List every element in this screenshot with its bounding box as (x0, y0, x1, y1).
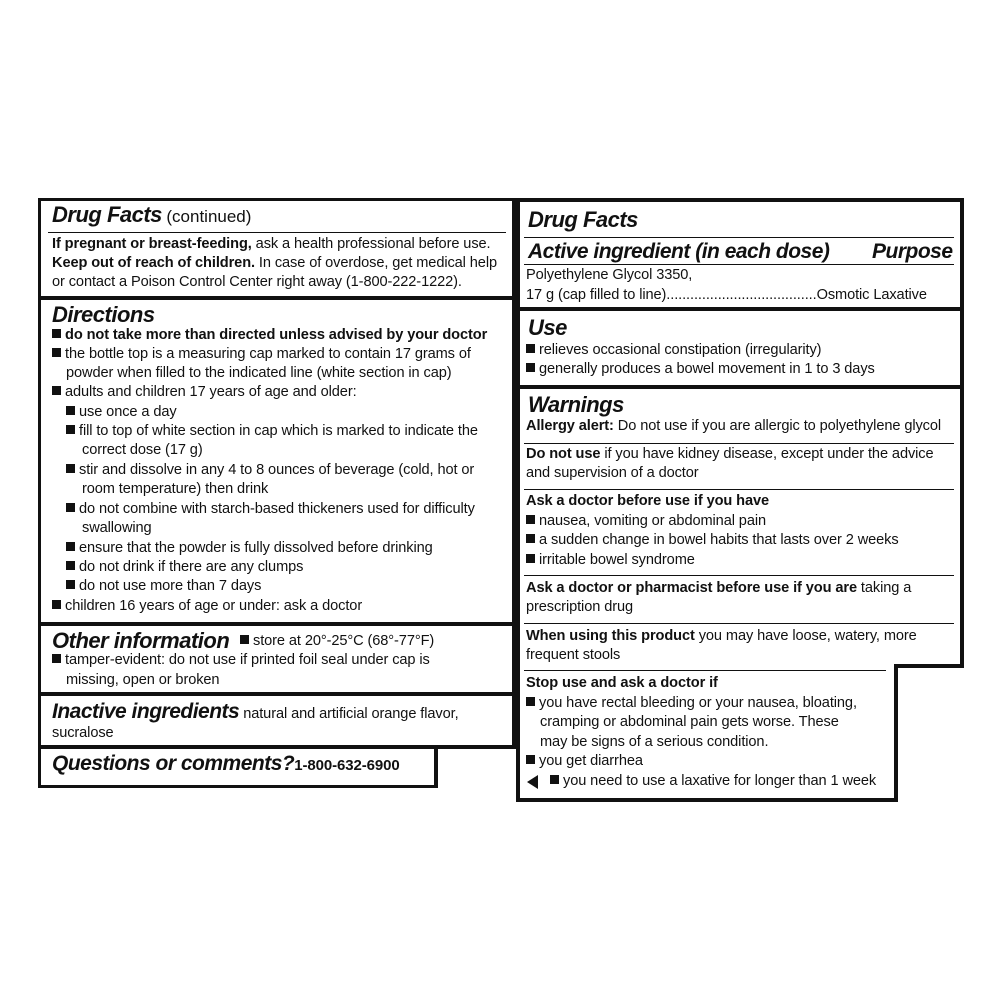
directions-text: ensure that the powder is fully dissolved before drinking (79, 540, 433, 556)
bullet-square-icon (66, 464, 75, 473)
questions-row (52, 752, 400, 776)
other-tamper (52, 651, 430, 671)
when-using (526, 627, 917, 647)
bullet-square-icon (526, 344, 535, 353)
directions-text: fill to top of white section in cap which is marked to indicate the (79, 423, 478, 439)
directions-text: do not take more than directed unless advised by your doctor (65, 327, 488, 343)
bullet-square-icon (52, 386, 61, 395)
stop-use-item (526, 694, 857, 714)
bullet-square-icon (52, 329, 61, 338)
panel-bottom-edge (38, 785, 438, 788)
bullet-square-icon (526, 697, 535, 706)
ask-doctor-item (526, 551, 695, 571)
directions-item: powder when filled to the indicated line (white section in cap) (66, 365, 452, 381)
ask-doctor-title: Ask a doctor before use if you have (526, 493, 770, 509)
questions-title: Questions or comments? (52, 752, 295, 775)
notch-edge (894, 664, 964, 668)
stop-use-item (526, 752, 643, 772)
pregnant-bold: If pregnant or breast-feeding, (52, 236, 252, 252)
active-ingredient-title: Active ingredient (in each dose) (528, 240, 830, 263)
stop-use-text: you have rectal bleeding or your nausea, bloating, (539, 695, 857, 711)
ask-doctor-text: a sudden change in bowel habits that lasts over 2 weeks (539, 532, 899, 548)
panel-notch (438, 749, 516, 791)
use-text: generally produces a bowel movement in 1 to 3 days (539, 361, 875, 377)
notch-edge (434, 749, 438, 788)
left-header-title: Drug Facts (52, 202, 162, 227)
ingredient-dose: 17 g (cap filled to line) (526, 287, 667, 303)
leader-dots: ...................................... (666, 287, 817, 303)
directions-text: stir and dissolve in any 4 to 8 ounces of beverage (cold, hot or (79, 462, 475, 478)
directions-item: room temperature) then drink (82, 481, 269, 497)
bullet-square-icon (66, 580, 75, 589)
bullet-square-icon (52, 654, 61, 663)
other-store-text: store at 20°-25°C (68°-77°F) (253, 633, 435, 649)
directions-item (66, 422, 478, 442)
bullet-square-icon (52, 600, 61, 609)
keep-out-line2: or contact a Poison Control Center right away (1-800-222-1222). (52, 274, 462, 290)
other-tamper-line2: missing, open or broken (66, 672, 220, 688)
bullet-square-icon (526, 363, 535, 372)
bullet-square-icon (66, 561, 75, 570)
directions-item (66, 539, 433, 559)
bullet-square-icon (240, 635, 249, 644)
active-rule (524, 264, 954, 265)
left-arrow-icon (527, 775, 538, 789)
stop-use-item: may be signs of a serious condition. (540, 734, 769, 750)
directions-text: do not drink if there are any clumps (79, 559, 304, 575)
directions-item: swallowing (82, 520, 152, 536)
warning-rule (524, 575, 954, 576)
inactive-line2: sucralose (52, 725, 114, 741)
use-item (526, 341, 821, 361)
when-text: you may have loose, watery, more (694, 628, 917, 644)
ingredient-line1: Polyethylene Glycol 3350, (526, 267, 693, 283)
section-divider (516, 385, 964, 389)
section-divider (38, 296, 516, 300)
questions-phone: 1-800-632-6900 (294, 757, 400, 774)
use-title: Use (528, 315, 567, 340)
ask-doctor-item (526, 531, 899, 551)
pregnant-warning (52, 235, 491, 255)
do-not-use (526, 445, 934, 465)
bullet-square-icon (526, 755, 535, 764)
warnings-title: Warnings (528, 392, 624, 417)
bullet-square-icon (52, 348, 61, 357)
keep-bold: Keep out of reach of children. (52, 255, 255, 271)
ask-pharmacist-line2: prescription drug (526, 599, 633, 615)
left-header (52, 202, 251, 228)
use-text: relieves occasional constipation (irregularity) (539, 342, 822, 358)
bullet-square-icon (550, 775, 559, 784)
bullet-square-icon (526, 515, 535, 524)
allergy-text: Do not use if you are allergic to polyethylene glycol (613, 418, 942, 434)
bullet-square-icon (526, 534, 535, 543)
when-bold: When using this product (526, 628, 695, 644)
directions-item (66, 403, 177, 423)
directions-text: the bottle top is a measuring cap marked to contain 17 grams of (65, 346, 471, 362)
directions-text: do not use more than 7 days (79, 578, 262, 594)
bullet-square-icon (66, 503, 75, 512)
directions-item: correct dose (17 g) (82, 442, 203, 458)
warning-rule (524, 670, 886, 671)
bullet-square-icon (66, 425, 75, 434)
header-rule (524, 237, 954, 238)
directions-item (52, 345, 471, 365)
notch-edge (894, 664, 898, 802)
other-store (240, 632, 434, 652)
ask-doctor-text: nausea, vomiting or abdominal pain (539, 513, 767, 529)
allergy-bold: Allergy alert: (526, 418, 614, 434)
left-header-continued: (continued) (166, 207, 252, 226)
directions-title: Directions (52, 302, 155, 327)
pregnant-text: ask a health professional before use. (251, 236, 491, 252)
right-header-title: Drug Facts (528, 207, 638, 232)
directions-item (66, 500, 475, 520)
warning-rule (524, 443, 954, 444)
directions-item (66, 558, 303, 578)
when-using-line2: frequent stools (526, 647, 621, 663)
directions-item (52, 383, 357, 403)
directions-text: adults and children 17 years of age and older: (65, 384, 357, 400)
stop-use-item (550, 772, 876, 792)
allergy-alert (526, 417, 941, 437)
stop-use-text: you need to use a laxative for longer than 1 week (563, 773, 877, 789)
section-divider (38, 692, 516, 696)
header-rule (48, 232, 506, 233)
purpose-title: Purpose (872, 240, 953, 263)
warning-rule (524, 623, 954, 624)
section-divider (516, 307, 964, 311)
ask-doctor-item (526, 512, 766, 532)
donot-text: if you have kidney disease, except under the advice (600, 446, 934, 462)
inactive-text: natural and artificial orange flavor, (239, 706, 459, 722)
bullet-square-icon (66, 542, 75, 551)
ask-pharmacist (526, 579, 911, 599)
section-divider (38, 622, 516, 626)
keep-out-warning (52, 254, 497, 274)
directions-text: do not combine with starch-based thickeners used for difficulty (79, 501, 475, 517)
ask-pharm-bold: Ask a doctor or pharmacist before use if you are (526, 580, 857, 596)
other-tamper-text: tamper-evident: do not use if printed foil seal under cap is (65, 652, 430, 668)
warning-rule (524, 489, 954, 490)
stop-use-title: Stop use and ask a doctor if (526, 675, 718, 691)
use-item (526, 360, 875, 380)
do-not-use-line2: and supervision of a doctor (526, 465, 699, 481)
inactive-ingredients (52, 700, 459, 725)
directions-item (52, 326, 487, 346)
directions-text: use once a day (79, 404, 177, 420)
bullet-square-icon (526, 554, 535, 563)
ask-pharm-text: taking a (856, 580, 912, 596)
other-information-title: Other information (52, 628, 230, 653)
stop-use-text: you get diarrhea (539, 753, 643, 769)
directions-item (66, 577, 261, 597)
panel-notch (898, 668, 968, 808)
purpose-value: Osmotic Laxative (816, 287, 927, 303)
keep-text: In case of overdose, get medical help (254, 255, 497, 271)
directions-text: children 16 years of age or under: ask a doctor (65, 598, 363, 614)
donot-bold: Do not use (526, 446, 601, 462)
inactive-title: Inactive ingredients (52, 700, 240, 723)
ask-doctor-text: irritable bowel syndrome (539, 552, 695, 568)
directions-item (52, 597, 362, 617)
bullet-square-icon (66, 406, 75, 415)
ingredient-line2 (526, 286, 927, 306)
stop-use-item: cramping or abdominal pain gets worse. These (540, 714, 839, 730)
directions-item (66, 461, 474, 481)
